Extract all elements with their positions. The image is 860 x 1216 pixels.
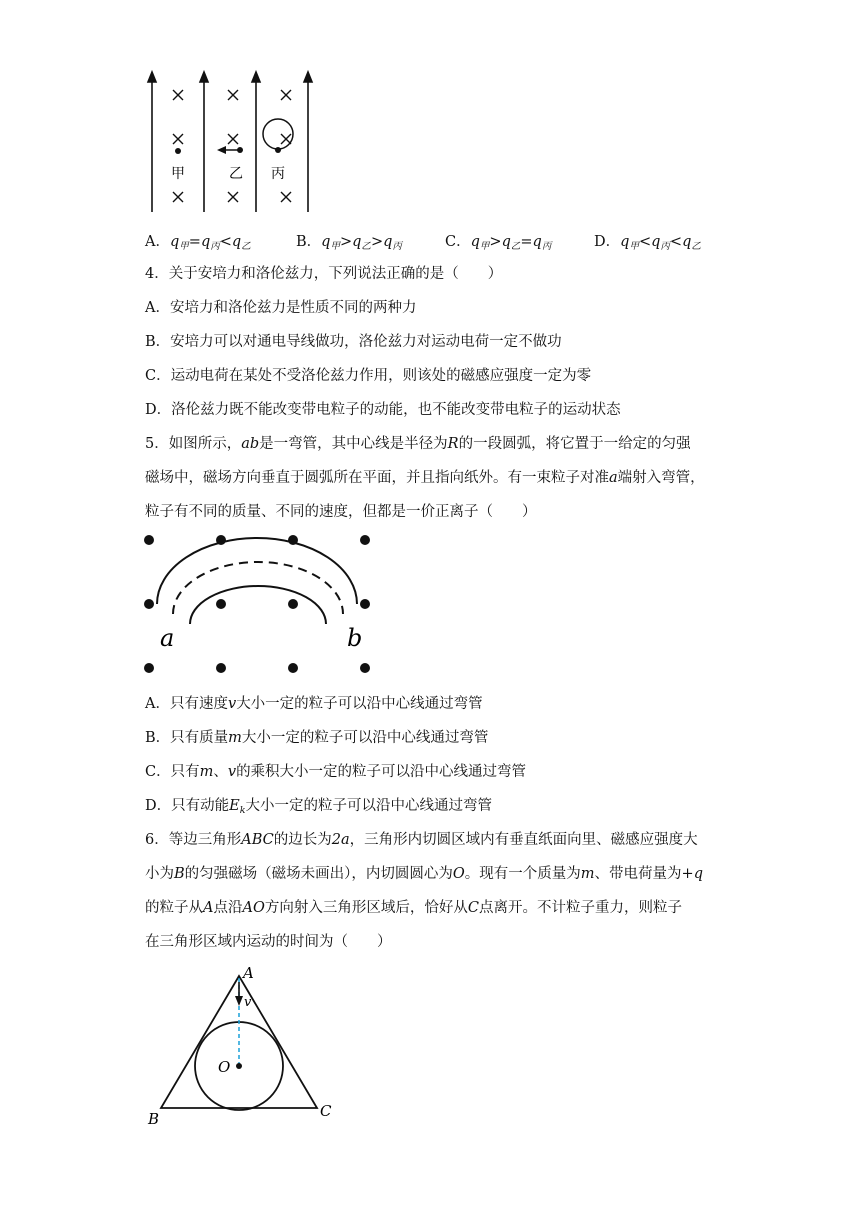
q5-option-a: A．只有速度v大小一定的粒子可以沿中心线通过弯管 [145,696,483,712]
figure-curved-tube [140,528,380,678]
q5-stem-line-3: 粒子有不同的质量、不同的速度，但都是一价正离子（ ） [145,504,537,520]
label-b: b [347,624,363,652]
q6-stem-line-4: 在三角形区域内运动的时间为（ ） [145,934,392,950]
q6-stem-line-2: 小为B的匀强磁场（磁场未画出），内切圆圆心为O。现有一个质量为m、带电荷量为+q [145,866,703,882]
q5-stem-line-1: 5．如图所示，ab是一弯管，其中心线是半径为R的一段圆弧，将它置于一给定的匀强 [145,436,691,452]
label-C: C [320,1102,332,1120]
q6-stem-line-1: 6．等边三角形ABC的边长为2a，三角形内切圆区域内有垂直纸面向里、磁感应强度大 [145,832,698,848]
q5-option-b: B．只有质量m大小一定的粒子可以沿中心线通过弯管 [145,730,489,746]
q5-option-d: D．只有动能$E_k$大小一定的粒子可以沿中心线通过弯管 [145,798,492,816]
q3-option-c: C．$q_甲>q_乙=q_丙$ [445,234,552,252]
q3-option-b: B．$q_甲>q_乙>q_丙$ [296,234,402,252]
q6-stem-line-3: 的粒子从A点沿AO方向射入三角形区域后，恰好从C点离开。不计粒子重力，则粒子 [145,900,682,916]
label-B: B [148,1110,160,1128]
label-bing: 丙 [271,166,285,182]
label-yi: 乙 [229,166,243,182]
label-v: v [244,995,252,1010]
label-O: O [218,1058,231,1076]
cross-marks [173,90,291,202]
q4-option-b: B．安培力可以对通电导线做功，洛伦兹力对运动电荷一定不做功 [145,334,562,350]
q5-option-c: C．只有m、v的乘积大小一定的粒子可以沿中心线通过弯管 [145,764,527,780]
figure-magnetic-field-particles [140,68,320,218]
q3-option-a: A．$q_甲=q_丙<q_乙$ [145,234,251,252]
label-a: a [160,624,175,652]
figure-triangle-incircle [140,962,350,1132]
field-dots [144,535,370,673]
label-jia: 甲 [171,166,185,182]
q4-option-d: D．洛伦兹力既不能改变带电粒子的动能，也不能改变带电粒子的运动状态 [145,402,621,418]
q4-stem: 4．关于安培力和洛伦兹力，下列说法正确的是（ ） [145,266,503,282]
label-A: A [243,964,254,982]
q4-option-a: A．安培力和洛伦兹力是性质不同的两种力 [145,300,417,316]
q4-option-c: C．运动电荷在某处不受洛伦兹力作用，则该处的磁感应强度一定为零 [145,368,592,384]
q5-stem-line-2: 磁场中，磁场方向垂直于圆弧所在平面，并且指向纸外。有一束粒子对准a端射入弯管， [145,470,705,486]
q3-option-d: D．$q_甲<q_丙<q_乙$ [594,234,701,252]
